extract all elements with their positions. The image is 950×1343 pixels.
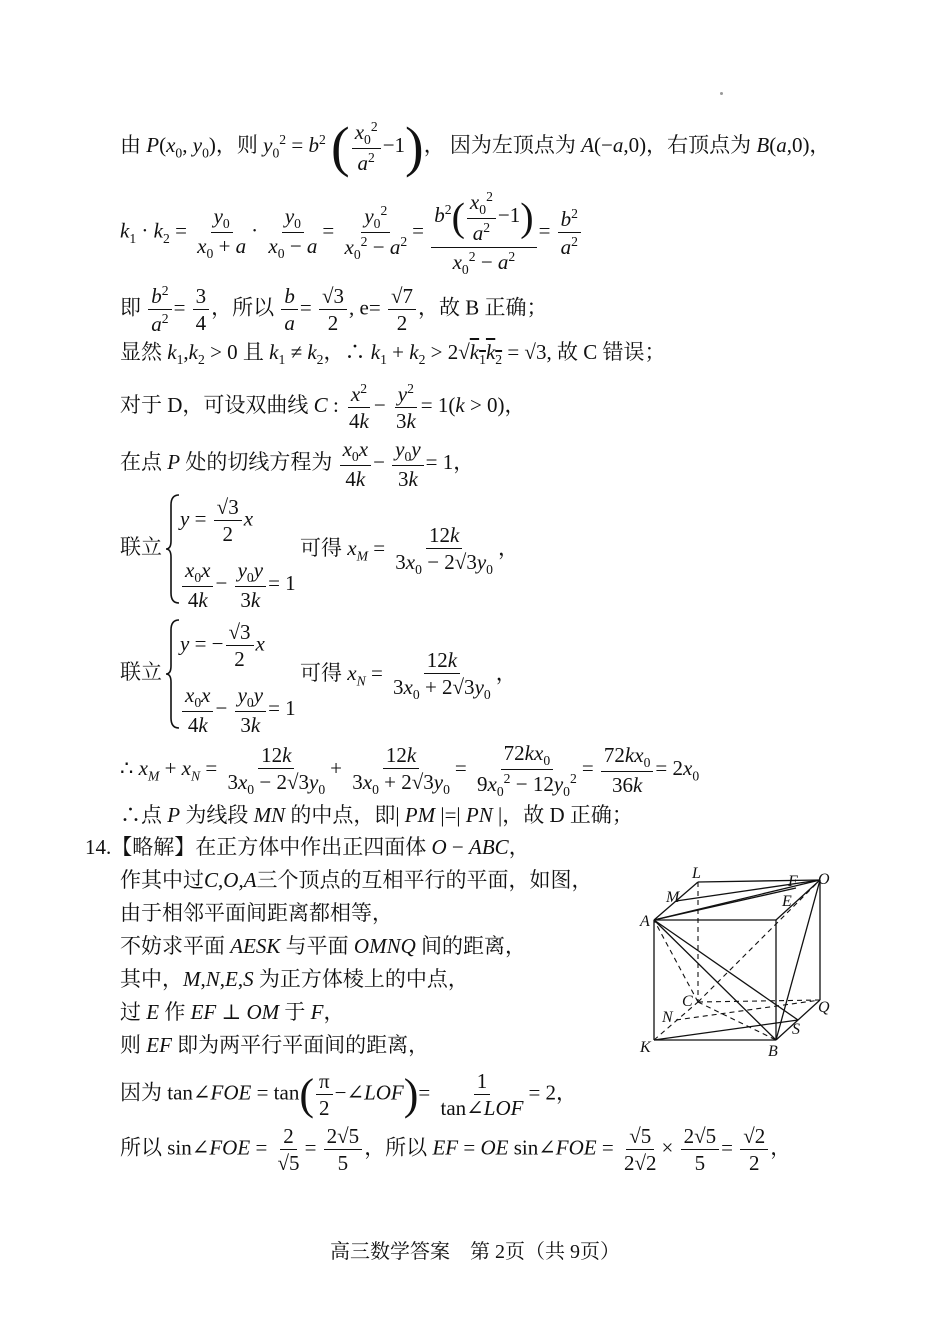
line-19: 所以 sin∠FOE = $\frac{2}{√5}$ = $\frac{2√5}{5}$ ，所以 EF = OE sin∠FOE = $\frac{√5}{2√2}$ × $\frac{2√5}{5}$ = $\frac{√2}{2}$ ， [120,1124,792,1176]
label-N: N [662,1009,673,1026]
page-footer: 高三数学答案 第 2页（共 9页） [330,1241,620,1263]
line-9: ∴ $x_M + x_N$ = $\frac{12k}{3x_0 - 2√3y_0}$ + $\frac{12k}{3x_0 + 2√3y_0}$ = $\frac{72kx_0}{9x_0^2 - 12y_0^2}$ = $\frac{72kx_0}{36k}$ = $2x_0$ [120,741,700,800]
line-10: ∴点 P 为线段 MN 的中点，即| PM |=| PN |，故 D 正确； [120,803,633,827]
system-1-eq-2: $\frac{x_0x}{4k}$ − $\frac{y_0y}{3k}$ = 1 [180,557,296,614]
line-8-label: 联立 [120,660,162,684]
label-K: K [640,1039,651,1056]
line-5: 对于 D，可设双曲线 C : $\frac{x^2}{4k}$ − $\frac{y^2}{3k}$ = 1(k > 0)， [120,381,526,434]
label-Q: Q [818,999,830,1016]
system-2-eq-2: $\frac{x_0x}{4k}$ − $\frac{y_0y}{3k}$ = 1 [180,682,296,739]
scan-speck [720,92,723,95]
line-2: $k_1 \cdot k_2$ = $\frac{y_0}{x_0 + a}$ · $\frac{y_0}{x_0 - a}$ = $\frac{y_0^2}{x_0^2 - a^2}$ = $b^2$( $\frac{x_0^2}{a^2}$ −1) $x_0^2 - a^2$ = $\frac{b^2}{a^2}$ [120,188,583,278]
left-brace-1 [165,493,181,605]
label-A: A [640,913,650,930]
line-17: 则 EF 即为两平行平面间的距离， [120,1033,430,1057]
line-3: 即 $\frac{b^2}{a^2}$ = $\frac{3}{4}$ ，所以 $\frac{b}{a}$ = $\frac{√3}{2}$ , e= $\frac{√7}{2}$ ，故 B 正确； [120,283,548,337]
line-1: 由 $P(x_0$, $y_0$)，则 $y_0^2 = b^2$ ( $\frac{x_0^2}{a^2}$ −1)， 因为左顶点为 A(−a,0)，右顶点为 B(a,0)， [120,116,831,179]
label-C: C [682,993,693,1010]
system-1-eq-1: y = $\frac{√3}{2}$ x [180,495,254,547]
line-7-label: 联立 [120,535,162,559]
line-11: 14.【略解】在正方体中作出正四面体 O − ABC， [85,835,530,859]
line-14: 不妨求平面 AESK 与平面 OMNQ 间的距离， [120,934,527,958]
line-12: 作其中过C,O,A三个顶点的互相平行的平面，如图， [120,868,593,892]
system-1-result: 可得 $x_M$ = $\frac{12k}{3x_0 - 2√3y_0}$ ， [300,523,519,578]
system-2-eq-1: y = − $\frac{√3}{2}$ x [180,620,265,672]
label-S: S [792,1021,800,1038]
left-brace-2 [165,618,181,730]
line-6: 在点 P 处的切线方程为 $\frac{x_0x}{4k}$ − $\frac{y_0y}{3k}$ = 1， [120,437,475,492]
line-4: 显然 $k_1,k_2 > 0$ 且 $k_1 \ne k_2$，∴ $k_1 + k_2 > 2√k_1k_2 = √3$, 故 C 错误； [120,340,666,368]
label-B: B [768,1043,778,1060]
line-18: 因为 tan∠FOE = tan( $\frac{\pi}{2}$ −∠LOF)= $\frac{1}{\text{tan∠LOF}}$ = 2， [120,1069,578,1121]
label-L: L [692,865,701,882]
line-13: 由于相邻平面间距离都相等， [120,901,393,925]
system-2-result: 可得 $x_N$ = $\frac{12k}{3x_0 + 2√3y_0}$ ， [300,648,517,703]
label-O: O [818,871,830,888]
label-E: E [782,893,792,910]
label-F: F [788,873,798,890]
cube-figure [630,860,850,1060]
line-15: 其中，M,N,E,S 为正方体棱上的中点， [120,967,469,991]
label-M: M [666,889,680,906]
line-16: 过 E 作 EF ⊥ OM 于 F， [120,1000,345,1024]
